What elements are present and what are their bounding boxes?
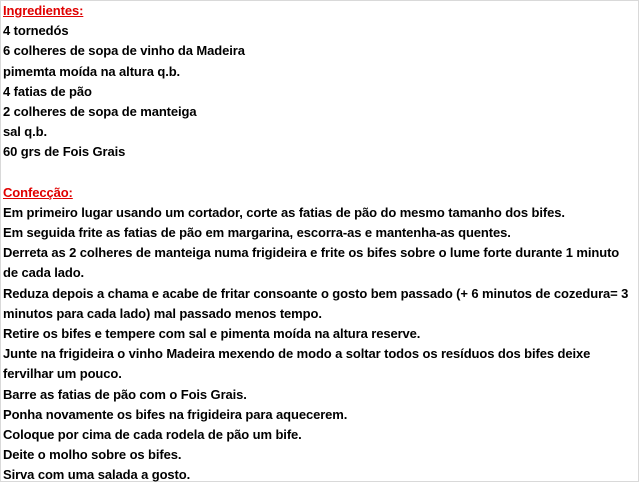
ingredient-item: 60 grs de Fois Grais xyxy=(3,144,126,160)
preparation-line: fervilhar um pouco. xyxy=(3,366,122,382)
ingredients-heading: Ingredientes: xyxy=(3,3,84,18)
spacer xyxy=(3,163,637,183)
preparation-line: Coloque por cima de cada rodela de pão um bife. xyxy=(3,426,302,442)
recipe-document xyxy=(3,1,637,486)
preparation-line: Reduza depois a chama e acabe de fritar consoante o gosto bem passado (+ 6 minutos de cozedura= 3 xyxy=(3,285,629,301)
preparation-line: Em primeiro lugar usando um cortador, corte as fatias de pão do mesmo tamanho dos bifes. xyxy=(3,204,565,220)
preparation-line: Deite o molho sobre os bifes. xyxy=(3,447,182,463)
preparation-line: Em seguida frite as fatias de pão em margarina, escorra-as e mantenha-as quentes. xyxy=(3,225,511,241)
ingredient-item: 2 colheres de sopa de manteiga xyxy=(3,103,197,119)
ingredient-item: 4 fatias de pão xyxy=(3,83,92,99)
preparation-line: Retire os bifes e tempere com sal e pimenta moída na altura reserve. xyxy=(3,326,421,341)
ingredient-item: 4 tornedós xyxy=(3,23,69,39)
preparation-line: minutos para cada lado) mal passado menos tempo. xyxy=(3,305,322,321)
preparation-heading: Confecção: xyxy=(3,184,73,200)
preparation-line: de cada lado. xyxy=(3,265,85,281)
preparation-line: Derreta as 2 colheres de manteiga numa frigideira e frite os bifes sobre o lume forte durante 1 minuto xyxy=(3,245,620,261)
preparation-line: Sirva com uma salada a gosto. xyxy=(3,467,191,483)
preparation-line: Junte na frigideira o vinho Madeira mexendo de modo a soltar todos os resíduos dos bifes deixe xyxy=(3,346,591,362)
ingredient-item: pimemta moída na altura q.b. xyxy=(3,63,181,79)
ingredient-item: sal q.b. xyxy=(3,124,47,140)
preparation-line: Ponha novamente os bifes na frigideira para aquecerem. xyxy=(3,406,348,422)
preparation-line: Barre as fatias de pão com o Fois Grais. xyxy=(3,386,247,402)
ingredient-item: 6 colheres de sopa de vinho da Madeira xyxy=(3,43,245,59)
